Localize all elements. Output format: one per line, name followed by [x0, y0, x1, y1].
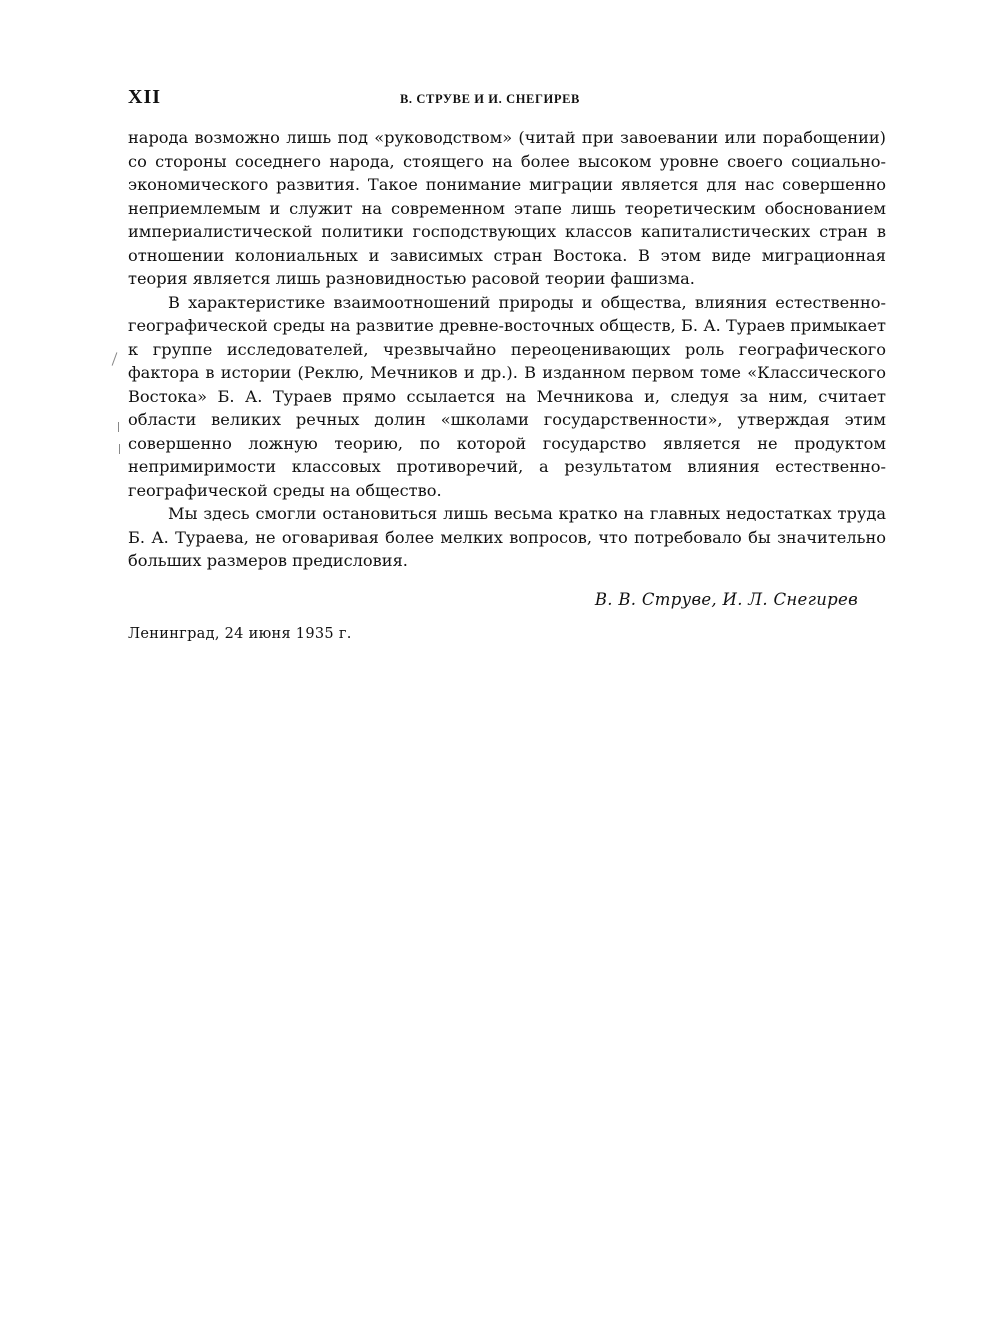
scan-mark — [119, 444, 120, 454]
signature: В. В. Струве, И. Л. Снегирев — [594, 590, 858, 609]
scan-mark — [118, 422, 119, 432]
scan-mark — [112, 352, 118, 365]
place-date: Ленинград, 24 июня 1935 г. — [128, 626, 352, 642]
page-number: XII — [128, 86, 162, 108]
running-head: В. СТРУВЕ И И. СНЕГИРЕВ — [400, 92, 580, 106]
body-text — [128, 126, 886, 573]
paragraph-2: В характеристике взаимоотношений природы и общества, влияния естественно-географической среды на развитие древне-восточных обществ, Б. А. Тураев примыкает к группе исследователей, чрезвычайно переоценивающих роль географического фактора в истории (Реклю, Мечников и др.). В изданном первом томе «Классического Востока» Б. А. Тураев прямо ссылается на Мечникова и, следуя за ним, считает области великих речных долин «школами государственности», утверждая этим совершенно ложную теорию, по которой государство является не продуктом непримиримости классовых противоречий, а результатом влияния естественно-географической среды на общество. — [128, 292, 886, 500]
paragraph-1: народа возможно лишь под «руководством» (читай при завоевании или порабощении) со стороны соседнего народа, стоящего на более высоком уровне своего социально-экономического развития. Такое понимание миграции является для нас совершенно неприемлемым и служит на современном этапе лишь теоретическим обоснованием империалистической политики господствующих классов капиталистических стран в отношении колониальных и зависимых стран Востока. В этом виде миграционная теория является лишь разновидностью расовой теории фашизма. — [128, 128, 886, 288]
paragraph-3: Мы здесь смогли остановиться лишь весьма кратко на главных недостатках труда Б. А. Тураева, не оговаривая более мелких вопросов, что потребовало бы значительно больших размеров предисловия. — [128, 504, 886, 570]
